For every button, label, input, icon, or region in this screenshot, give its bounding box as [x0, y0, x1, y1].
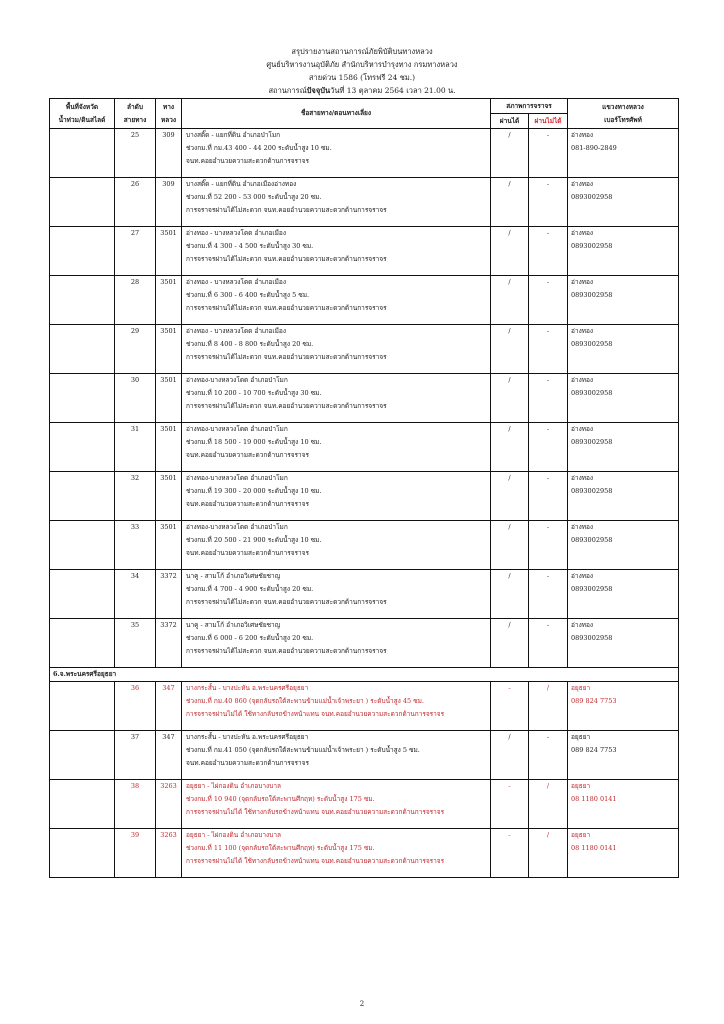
- office-name: อ่างทอง: [571, 425, 594, 433]
- passable-cell: -: [491, 682, 529, 731]
- office-phone: 0893002958: [571, 438, 613, 446]
- impassable-cell: -: [529, 570, 568, 619]
- route-km: ช่วงกม.ที่ 18 500 - 19 000 ระดับน้ำสูง 10 ซม.: [186, 438, 322, 446]
- route-cell: [182, 129, 491, 178]
- route-cell: [182, 325, 491, 374]
- table-row: [50, 374, 679, 423]
- passable-cell: -: [491, 829, 529, 878]
- impassable-cell: -: [529, 276, 568, 325]
- seq-cell: 27: [115, 227, 156, 276]
- route-note: จนท.คอยอำนวยความสะดวกด้านการจราจร: [186, 549, 309, 557]
- passable-cell: /: [491, 731, 529, 780]
- office-name: อ่างทอง: [571, 180, 594, 188]
- seq-cell: 31: [115, 423, 156, 472]
- office-phone: 0893002958: [571, 536, 613, 544]
- office-phone: 089 824 7753: [571, 697, 617, 705]
- route-name: นาคู - สามโก้ อำเภอวิเศษชัยชาญ: [186, 572, 281, 580]
- route-cell: [182, 276, 491, 325]
- office-cell: [568, 129, 679, 178]
- province-cell: [50, 521, 115, 570]
- route-note: การจราจรผ่านได้ไม่สะดวก จนท.คอยอำนวยความสะดวกด้านการจราจร: [186, 255, 387, 263]
- impassable-cell: -: [529, 731, 568, 780]
- col-seq: ลำดับ สายทาง: [115, 99, 156, 129]
- office-cell: [568, 227, 679, 276]
- seq-cell: 33: [115, 521, 156, 570]
- office-phone: 089 824 7753: [571, 746, 617, 754]
- route-note: การจราจรผ่านได้ไม่สะดวก จนท.คอยอำนวยความสะดวกด้านการจราจร: [186, 598, 387, 606]
- office-name: อ่างทอง: [571, 474, 594, 482]
- table-row: [50, 129, 679, 178]
- office-cell: [568, 780, 679, 829]
- col-traffic-status: สภาพการจราจร: [491, 99, 568, 114]
- impassable-cell: -: [529, 472, 568, 521]
- impassable-cell: -: [529, 423, 568, 472]
- impassable-cell: /: [529, 682, 568, 731]
- seq-cell: 30: [115, 374, 156, 423]
- route-km: ช่วงกม.ที่ 52 200 - 53 000 ระดับน้ำสูง 20 ซม.: [186, 193, 322, 201]
- office-cell: [568, 178, 679, 227]
- route-name: บางกระสั้น - บางปะหัน อ.พระนครศรีอยุธยา: [186, 684, 309, 692]
- road-cell: 3372: [156, 619, 182, 668]
- route-cell: [182, 423, 491, 472]
- route-km: ช่วงกม.ที่ 19 300 - 20 000 ระดับน้ำสูง 10 ซม.: [186, 487, 322, 495]
- report-datetime: [0, 86, 724, 96]
- province-cell: [50, 178, 115, 227]
- office-name: อ่างทอง: [571, 229, 594, 237]
- road-cell: 3372: [156, 570, 182, 619]
- route-note: จนท.คอยอำนวยความสะดวกด้านการจราจร: [186, 500, 309, 508]
- seq-cell: 36: [115, 682, 156, 731]
- office-phone: 0893002958: [571, 291, 613, 299]
- office-phone: 0893002958: [571, 634, 613, 642]
- route-km: ช่วงกม.ที่ 4 700 - 4 900 ระดับน้ำสูง 20 ซม.: [186, 585, 314, 593]
- route-cell: [182, 227, 491, 276]
- province-cell: [50, 682, 115, 731]
- office-cell: [568, 423, 679, 472]
- table-row: [50, 276, 679, 325]
- route-km: ช่วงกม.ที่ 10 940 (จุดกลับรถใต้สะพานศึกฤท) ระดับน้ำสูง 175 ซม.: [186, 795, 375, 803]
- route-cell: [182, 829, 491, 878]
- col-passable: ผ่านได้: [491, 114, 529, 129]
- office-cell: [568, 276, 679, 325]
- table-row: [50, 227, 679, 276]
- impassable-cell: /: [529, 780, 568, 829]
- province-cell: [50, 276, 115, 325]
- office-phone: 0893002958: [571, 193, 613, 201]
- office-phone: 0893002958: [571, 389, 613, 397]
- passable-cell: /: [491, 521, 529, 570]
- table-row: [50, 619, 679, 668]
- hotline: สายด่วน 1586 (โทรฟรี 24 ชม.): [308, 73, 416, 82]
- route-cell: [182, 570, 491, 619]
- province-cell: [50, 780, 115, 829]
- province-cell: [50, 619, 115, 668]
- province-cell: [50, 325, 115, 374]
- route-name: บางกระสั้น - บางปะหัน อ.พระนครศรีอยุธยา: [186, 733, 309, 741]
- route-note: การจราจรผ่านได้ไม่สะดวก จนท.คอยอำนวยความสะดวกด้านการจราจร: [186, 647, 387, 655]
- seq-cell: 26: [115, 178, 156, 227]
- office-name: อ่างทอง: [571, 621, 594, 629]
- route-cell: [182, 731, 491, 780]
- seq-cell: 32: [115, 472, 156, 521]
- section-row: [50, 668, 679, 682]
- office-phone: 0893002958: [571, 242, 613, 250]
- office-cell: [568, 570, 679, 619]
- seq-cell: 38: [115, 780, 156, 829]
- office-name: อยุธยา: [571, 684, 591, 692]
- office-cell: [568, 325, 679, 374]
- route-cell: [182, 521, 491, 570]
- datetime-current: ปัจจุบัน: [306, 86, 331, 95]
- route-name: อ่างทอง-บางหลวงโดด อำเภอป่าโมก: [186, 425, 288, 433]
- office-name: อยุธยา: [571, 831, 591, 839]
- road-cell: 3263: [156, 829, 182, 878]
- route-cell: [182, 472, 491, 521]
- road-cell: 3263: [156, 780, 182, 829]
- office-name: อ่างทอง: [571, 523, 594, 531]
- route-note: การจราจรผ่านได้ไม่สะดวก จนท.คอยอำนวยความสะดวกด้านการจราจร: [186, 304, 387, 312]
- passable-cell: /: [491, 472, 529, 521]
- province-cell: [50, 129, 115, 178]
- province-cell: [50, 731, 115, 780]
- col-office-phone: แขวงทางหลวง เบอร์โทรศัพท์: [568, 99, 679, 129]
- office-name: อยุธยา: [571, 782, 591, 790]
- office-cell: [568, 682, 679, 731]
- route-km: ช่วงกม.ที่ 20 500 - 21 900 ระดับน้ำสูง 10 ซม.: [186, 536, 322, 544]
- office-cell: [568, 521, 679, 570]
- datetime-prefix: สถานการณ์: [268, 86, 307, 95]
- office-name: อยุธยา: [571, 733, 591, 741]
- office-phone: 08 1180 0141: [571, 844, 617, 852]
- office-phone: 081-890-2849: [571, 144, 617, 152]
- table-row: [50, 570, 679, 619]
- office-cell: [568, 472, 679, 521]
- passable-cell: /: [491, 276, 529, 325]
- office-cell: [568, 829, 679, 878]
- route-name: อ่างทอง-บางหลวงโดด อำเภอป่าโมก: [186, 376, 288, 384]
- seq-cell: 34: [115, 570, 156, 619]
- impassable-cell: /: [529, 829, 568, 878]
- office-cell: [568, 731, 679, 780]
- impassable-cell: -: [529, 374, 568, 423]
- route-km: ช่วงกม.ที่ กม.40 860 (จุดกลับรถใต้สะพานข้ามแม่น้ำเจ้าพระยา ) ระดับน้ำสูง 45 ซม.: [186, 697, 424, 705]
- table-row: [50, 178, 679, 227]
- seq-cell: 29: [115, 325, 156, 374]
- route-name: อ่างทอง - บางหลวงโดด อำเภอเมือง: [186, 278, 287, 286]
- datetime-suffix: วันที่ 13 ตุลาคม 2564 เวลา 21.00 น.: [330, 86, 456, 95]
- road-cell: 3501: [156, 325, 182, 374]
- impassable-cell: -: [529, 178, 568, 227]
- route-note: จนท.คอยอำนวยความสะดวกด้านการจราจร: [186, 451, 309, 459]
- page-number: 2: [359, 1000, 365, 1008]
- office-cell: [568, 374, 679, 423]
- province-cell: [50, 374, 115, 423]
- route-cell: [182, 619, 491, 668]
- passable-cell: /: [491, 178, 529, 227]
- impassable-cell: -: [529, 325, 568, 374]
- passable-cell: /: [491, 129, 529, 178]
- route-note: การจราจรผ่านได้ไม่สะดวก จนท.คอยอำนวยความสะดวกด้านการจราจร: [186, 353, 387, 361]
- route-name: อยุธยา - ไผ่กองดิน อำเภอบางบาล: [186, 831, 281, 839]
- table-row: [50, 472, 679, 521]
- road-cell: 347: [156, 731, 182, 780]
- route-cell: [182, 682, 491, 731]
- route-cell: [182, 374, 491, 423]
- route-note: จนท.คอยอำนวยความสะดวกด้านการจราจร: [186, 157, 309, 165]
- seq-cell: 25: [115, 129, 156, 178]
- route-note: การจราจรผ่านไม่ได้ ใช้ทางกลับรถข้างหน้าแทน จนท.คอยอำนวยความสะดวกด้านการจราจร: [186, 710, 445, 718]
- office-phone: 08 1180 0141: [571, 795, 617, 803]
- office-name: อ่างทอง: [571, 278, 594, 286]
- route-km: ช่วงกม.ที่ กม.43 400 - 44 200 ระดับน้ำสูง 10 ซม.: [186, 144, 332, 152]
- seq-cell: 39: [115, 829, 156, 878]
- road-cell: 3501: [156, 374, 182, 423]
- route-note: การจราจรผ่านได้ไม่สะดวก จนท.คอยอำนวยความสะดวกด้านการจราจร: [186, 206, 387, 214]
- impassable-cell: -: [529, 619, 568, 668]
- route-km: ช่วงกม.ที่ 8 400 - 8 800 ระดับน้ำสูง 20 ซม.: [186, 340, 314, 348]
- col-province: พื้นที่จังหวัด น้ำท่วม/ดินสไลด์: [50, 99, 115, 129]
- route-km: ช่วงกม.ที่ 6 300 - 6 400 ระดับน้ำสูง 5 ซม.: [186, 291, 310, 299]
- road-cell: 347: [156, 682, 182, 731]
- road-cell: 3501: [156, 472, 182, 521]
- table-row: [50, 423, 679, 472]
- route-name: อ่างทอง-บางหลวงโดด อำเภอป่าโมก: [186, 523, 288, 531]
- section-ayutthaya: 6.จ.พระนครศรีอยุธยา: [50, 668, 679, 682]
- seq-cell: 28: [115, 276, 156, 325]
- impassable-cell: -: [529, 521, 568, 570]
- route-name: นาคู - สามโก้ อำเภอวิเศษชัยชาญ: [186, 621, 281, 629]
- route-km: ช่วงกม.ที่ 10 200 - 10 700 ระดับน้ำสูง 30 ซม.: [186, 389, 322, 397]
- road-cell: 3501: [156, 423, 182, 472]
- col-road: ทาง หลวง: [156, 99, 182, 129]
- col-route: ชื่อสายทาง/ตอนทางเลี่ยง: [182, 99, 491, 129]
- seq-cell: 37: [115, 731, 156, 780]
- passable-cell: /: [491, 423, 529, 472]
- passable-cell: /: [491, 619, 529, 668]
- office-name: อ่างทอง: [571, 327, 594, 335]
- route-km: ช่วงกม.ที่ กม.41 050 (จุดกลับรถใต้สะพานข้ามแม่น้ำเจ้าพระยา ) ระดับน้ำสูง 5 ซม.: [186, 746, 420, 754]
- table-row: [50, 325, 679, 374]
- route-note: จนท.คอยอำนวยความสะดวกด้านการจราจร: [186, 759, 309, 767]
- passable-cell: /: [491, 325, 529, 374]
- table-row: [50, 780, 679, 829]
- route-name: อ่างทอง - บางหลวงโดด อำเภอเมือง: [186, 327, 287, 335]
- report-subtitle: ศูนย์บริหารงานอุบัติภัย สำนักบริหารบำรุงทาง กรมทางหลวง: [266, 60, 458, 69]
- route-name: บางสติ๊ด - แยกที่ดิน อำเภอป่าโมก: [186, 131, 281, 139]
- route-cell: [182, 178, 491, 227]
- passable-cell: /: [491, 227, 529, 276]
- office-phone: 0893002958: [571, 340, 613, 348]
- table-row: [50, 829, 679, 878]
- route-name: บางสติ๊ด - แยกที่ดิน อำเภอเมืองอ่างทอง: [186, 180, 297, 188]
- province-cell: [50, 423, 115, 472]
- office-phone: 0893002958: [571, 585, 613, 593]
- route-name: อ่างทอง-บางหลวงโดด อำเภอป่าโมก: [186, 474, 288, 482]
- province-cell: [50, 570, 115, 619]
- passable-cell: /: [491, 374, 529, 423]
- route-note: การจราจรผ่านไม่ได้ ใช้ทางกลับรถข้างหน้าแทน จนท.คอยอำนวยความสะดวกด้านการจราจร: [186, 808, 445, 816]
- office-name: อ่างทอง: [571, 376, 594, 384]
- road-cell: 309: [156, 178, 182, 227]
- impassable-cell: -: [529, 129, 568, 178]
- office-name: อ่างทอง: [571, 131, 594, 139]
- office-name: อ่างทอง: [571, 572, 594, 580]
- impassable-cell: -: [529, 227, 568, 276]
- province-cell: [50, 472, 115, 521]
- road-cell: 3501: [156, 521, 182, 570]
- route-cell: [182, 780, 491, 829]
- passable-cell: -: [491, 780, 529, 829]
- passable-cell: /: [491, 570, 529, 619]
- road-cell: 309: [156, 129, 182, 178]
- route-note: การจราจรผ่านไม่ได้ ใช้ทางกลับรถข้างหน้าแทน จนท.คอยอำนวยความสะดวกด้านการจราจร: [186, 857, 445, 865]
- col-impassable: ผ่านไม่ได้: [529, 114, 568, 129]
- report-title: สรุปรายงานสถานการณ์ภัยพิบัติบนทางหลวง: [291, 47, 433, 56]
- route-km: ช่วงกม.ที่ 4 300 - 4 500 ระดับน้ำสูง 30 ซม.: [186, 242, 314, 250]
- province-cell: [50, 829, 115, 878]
- seq-cell: 35: [115, 619, 156, 668]
- route-note: การจราจรผ่านได้ไม่สะดวก จนท.คอยอำนวยความสะดวกด้านการจราจร: [186, 402, 387, 410]
- route-km: ช่วงกม.ที่ 6 000 - 6 200 ระดับน้ำสูง 20 ซม.: [186, 634, 314, 642]
- route-name: อยุธยา - ไผ่กองดิน อำเภอบางบาล: [186, 782, 281, 790]
- table-row: [50, 521, 679, 570]
- route-km: ช่วงกม.ที่ 11 100 (จุดกลับรถใต้สะพานศึกฤท) ระดับน้ำสูง 175 ซม.: [186, 844, 375, 852]
- office-phone: 0893002958: [571, 487, 613, 495]
- province-cell: [50, 227, 115, 276]
- table-row: [50, 682, 679, 731]
- table-row: [50, 731, 679, 780]
- road-cell: 3501: [156, 276, 182, 325]
- office-cell: [568, 619, 679, 668]
- flood-report-table: [49, 98, 679, 878]
- road-cell: 3501: [156, 227, 182, 276]
- route-name: อ่างทอง - บางหลวงโดด อำเภอเมือง: [186, 229, 287, 237]
